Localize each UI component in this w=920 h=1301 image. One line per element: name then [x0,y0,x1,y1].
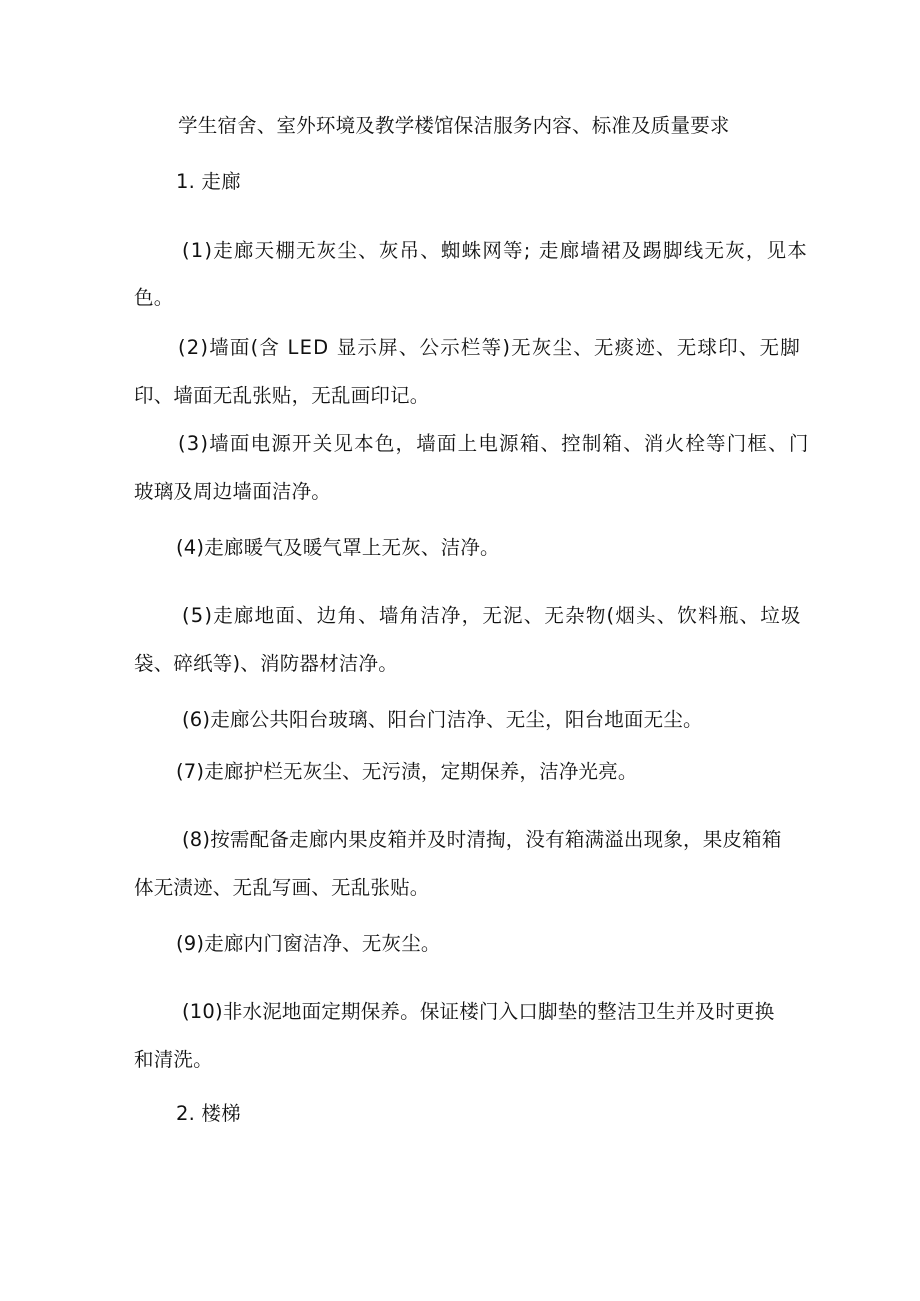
item-8-line-2: 体无渍迹、无乱写画、无乱张贴。 [134,876,430,899]
item-1-line-1: (1)走廊天棚无灰尘、灰吊、蜘蛛网等; 走廊墙裙及踢脚线无灰，见本 [182,239,808,262]
section-heading-stairs: 2. 楼梯 [176,1102,241,1125]
item-8-line-1: (8)按需配备走廊内果皮箱并及时清掏，没有箱满溢出现象，果皮箱箱 [182,828,782,851]
item-3-line-1: (3)墙面电源开关见本色，墙面上电源箱、控制箱、消火栓等门框、门 [178,432,810,455]
item-7-line-1: (7)走廊护栏无灰尘、无污渍，定期保养，洁净光亮。 [176,760,638,783]
item-2-line-1: (2)墙面(含 LED 显示屏、公示栏等)无灰尘、无痰迹、无球印、无脚 [178,336,801,359]
item-6-line-1: (6)走廊公共阳台玻璃、阳台门洁净、无尘，阳台地面无尘。 [182,708,703,731]
item-4-line-1: (4)走廊暖气及暖气罩上无灰、洁净。 [176,536,500,559]
section-heading-corridor: 1. 走廊 [176,170,241,193]
item-2-line-2: 印、墙面无乱张贴，无乱画印记。 [134,384,430,407]
item-5-line-1: (5)走廊地面、边角、墙角洁净，无泥、无杂物(烟头、饮料瓶、垃圾 [182,604,802,627]
item-5-line-2: 袋、碎纸等)、消防器材洁净。 [134,652,398,675]
item-10-line-2: 和清洗。 [134,1048,213,1071]
item-1-line-2: 色。 [134,286,174,309]
item-3-line-2: 玻璃及周边墙面洁净。 [134,480,332,503]
item-10-line-1: (10)非水泥地面定期保养。保证楼门入口脚垫的整洁卫生并及时更换 [182,1000,775,1023]
document-title: 学生宿舍、室外环境及教学楼馆保洁服务内容、标准及质量要求 [178,114,730,137]
item-9-line-1: (9)走廊内门窗洁净、无灰尘。 [176,932,441,955]
